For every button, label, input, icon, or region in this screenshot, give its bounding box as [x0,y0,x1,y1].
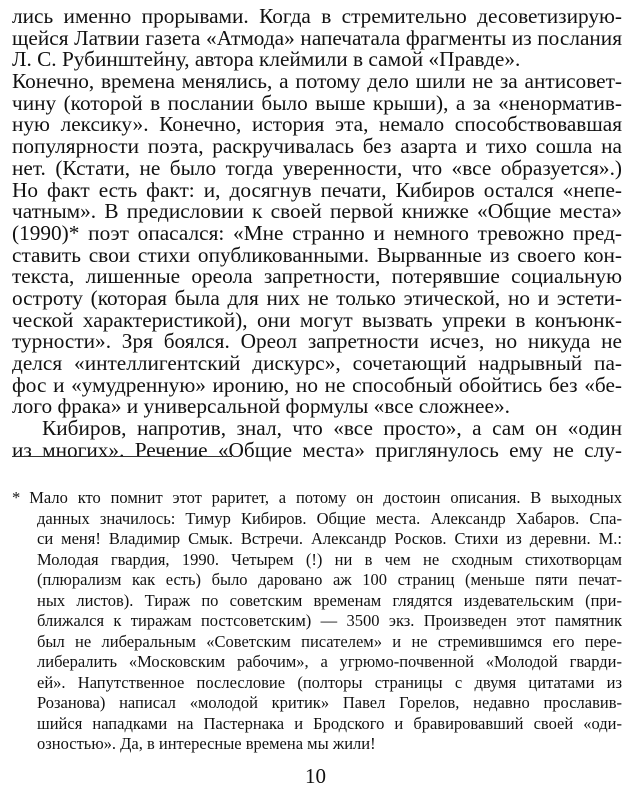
footnote-line: ближался к тиражам постсоветским) — 3500 экз. Произведен этот памятник [37,611,622,630]
text-line: щейся Латвии газета «Атмода» напечатала фрагменты из послания [12,25,622,50]
main-text [12,6,622,461]
text-line: нет. (Кстати, не было тогда уверенности, что «все образуется».) [12,155,622,180]
page-number: 10 [305,764,326,788]
text-line: из многих». Речение «Общие места» приглянулось ему не слу- [12,437,622,462]
text-line: ставить свои стихи опубликованными. Вырванные из своего кон- [12,242,622,267]
text-line: популярности поэта, раскручивалась без азарта и тихо сошла на [12,134,622,159]
text-line: Конечно, времена менялись, а потому дело шили не за антисовет- [12,69,622,94]
text-line: Но факт есть факт: и, досягнув печати, Кибиров остался «непе- [12,177,622,202]
footnote-divider [12,456,232,457]
footnote-line: ей». Напутственное послесловие (полторы страницы с двумя цитатами из [37,672,622,692]
text-line: чину (которой в послании было выше крыши), а за «ненорматив- [12,90,622,115]
footnote-line-text: Мало кто помнит этот раритет, а потому он достоин описания. В выходных [29,488,622,507]
text-line: лись именно прорывами. Когда в стремительно десоветизирую- [12,4,622,28]
footnote-line [12,488,622,509]
footnote-line: си меня! Владимир Смык. Встречи. Александр Росков. Стихи из деревни. М.: [37,529,622,548]
footnote-line: либералить «Московским рабочим», а угрюмо-почвенной «Молодой гварди- [37,652,622,671]
footnote-line: шийся нападками на Пастернака и Бродского и бравировавший своей «оди- [37,713,622,733]
text-line: ную лексику». Конечно, история эта, немало способствовавшая [12,112,622,137]
text-line: Л. С. Рубинштейну, автора клеймили в самой «Правде». [12,47,521,72]
text-line: делся «интеллигентский дискурс», сочетающий надрывный па- [12,351,622,375]
text-line: Кибиров, напротив, знал, что «все просто», а сам он «один [42,416,622,441]
footnote-line: (плюрализм как есть) было даровано аж 100 страниц (меньше пяти печат- [37,570,622,589]
text-line: остроту (которая была для них не только этической, но и эстети- [12,285,622,310]
text-line: фос и «умудренную» иронию, но не способный обойтись без «бе- [12,372,622,397]
footnote-line: ных листов). Тираж по советским временам глядятся издевательским (при- [37,590,622,610]
text-line: лого фрака» и универсальной формулы «все сложнее». [12,394,510,419]
footnote-line: Молодая гвардия, 1990. Четырем (!) ни в чем не сходным стихотворцам [37,549,622,569]
text-line: ческой характеристикой), они могут вызвать упреки в конъюнк- [12,307,622,332]
footnote-line: озностью». Да, в интересные времена мы жили! [37,734,376,753]
footnote-line: Розанова) написал «молодой критик» Павел Горелов, недавно прославив- [37,693,622,712]
text-line: чатным». В предисловии к своей первой книжке «Общие места» [12,199,622,224]
text-line: текста, лишенные ореола запретности, потерявшие социальную [12,264,622,289]
footnote-line: данных значилось: Тимур Кибиров. Общие места. Александр Хабаров. Спа- [37,508,622,528]
text-line: (1990)* поэт опасался: «Мне странно и немного тревожно пред- [12,220,622,245]
footnote-marker: * [12,488,21,507]
footnote-line: был не либеральным «Советским писателем» и не стремившимся его пере- [37,631,622,651]
text-line: турности». Зря боялся. Ореол запретности исчез, но никуда не [12,329,622,354]
footnote [12,488,622,755]
